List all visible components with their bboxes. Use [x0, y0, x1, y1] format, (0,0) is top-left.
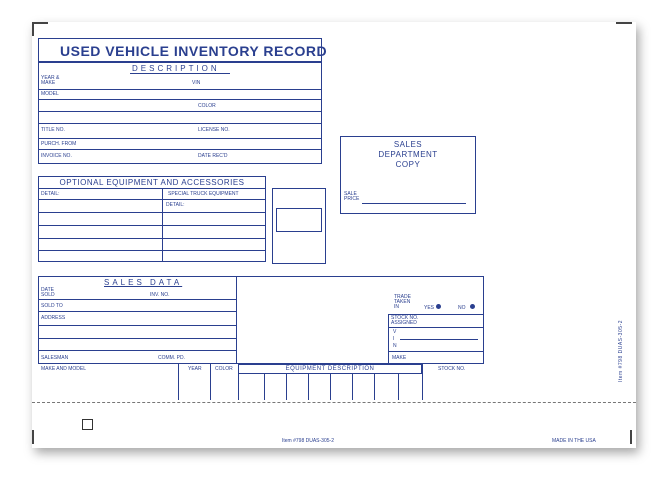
sales-rule-1	[38, 299, 236, 300]
equip-col-7	[398, 374, 399, 400]
stock-no-assigned-label: STOCK NO. ASSIGNED	[391, 315, 419, 326]
crop-mark-top-left-h	[32, 22, 48, 24]
sale-price-line	[362, 203, 466, 204]
invoice-no-label: INVOICE NO.	[41, 153, 72, 159]
description-rule-6	[38, 149, 322, 150]
strip-year-label: YEAR	[188, 366, 202, 372]
optional-detail-label: DETAIL:	[41, 191, 60, 197]
vin-v-label: V	[393, 329, 397, 335]
description-heading-underline	[130, 73, 230, 74]
year-make-label: YEAR & MAKE	[41, 75, 60, 86]
trade-panel-divider	[388, 314, 389, 364]
description-rule-4	[38, 123, 322, 124]
strip-make-model-label: MAKE AND MODEL	[41, 366, 87, 372]
optional-rule-3	[38, 212, 266, 213]
optional-rule-5	[38, 238, 266, 239]
vin-line	[400, 339, 478, 340]
yes-checkbox[interactable]	[436, 304, 441, 309]
sales-rule-2	[38, 311, 236, 312]
sales-copy-line-2: DEPARTMENT	[378, 150, 438, 159]
sales-data-divider	[236, 276, 237, 364]
inv-no-label: INV. NO.	[150, 292, 170, 298]
strip-stock-no-label: STOCK NO.	[438, 366, 466, 372]
sale-price-label: SALE PRICE	[344, 191, 360, 202]
footer-made-in-usa: MADE IN THE USA	[552, 438, 596, 444]
crop-mark-bottom-right-v	[630, 430, 632, 444]
form-sheet	[32, 22, 636, 448]
vin-n-label: N	[393, 343, 397, 349]
make-label: MAKE	[392, 355, 407, 361]
sales-copy-line-1: SALES	[393, 140, 423, 149]
vin-i-label: I	[393, 336, 395, 342]
equip-col-6	[374, 374, 375, 400]
optional-rule-2	[38, 199, 266, 200]
title-no-label: TITLE NO.	[41, 127, 65, 133]
sales-data-heading: SALES DATA	[104, 278, 183, 287]
sales-rule-4	[38, 338, 236, 339]
address-label: ADDRESS	[41, 315, 66, 321]
sales-rule-5	[38, 350, 236, 351]
description-heading: DESCRIPTION	[132, 64, 220, 73]
optional-rule-4	[38, 225, 266, 226]
description-rule-3	[38, 111, 322, 112]
special-detail-label: DETAIL:	[166, 202, 185, 208]
trade-rule-3	[388, 351, 484, 352]
comm-pd-label: COMM. PD.	[158, 355, 185, 361]
optional-rule-6	[38, 250, 266, 251]
optional-equipment-heading: OPTIONAL EQUIPMENT AND ACCESSORIES	[59, 178, 245, 187]
crop-mark-top-left-v	[32, 22, 34, 36]
footer-item-number: Item #798 DUAS-305-2	[282, 438, 334, 444]
license-no-label: LICENSE NO.	[198, 127, 230, 133]
strip-equipment-description-label: EQUIPMENT DESCRIPTION	[285, 366, 375, 372]
sales-copy-line-3: COPY	[395, 160, 421, 169]
equip-col-2	[286, 374, 287, 400]
equip-col-1	[264, 374, 265, 400]
equip-col-5	[352, 374, 353, 400]
description-rule-5	[38, 138, 322, 139]
equip-col-8	[422, 364, 423, 400]
side-item-number: Item #798 DUAS-305-2	[618, 320, 624, 382]
description-rule-1	[38, 89, 322, 90]
crop-mark-top-right-h	[616, 22, 632, 24]
form-title: USED VEHICLE INVENTORY RECORD	[60, 43, 328, 59]
model-label: MODEL	[41, 91, 59, 97]
bottom-checkbox[interactable]	[82, 419, 93, 430]
crop-mark-bottom-left-v	[32, 430, 34, 444]
vin-label: VIN	[192, 80, 201, 86]
optional-rule-1	[38, 188, 266, 189]
purch-from-label: PURCH. FROM	[41, 141, 77, 147]
equip-col-4	[330, 374, 331, 400]
equip-col-3	[308, 374, 309, 400]
sold-to-label: SOLD TO	[41, 303, 63, 309]
strip-divider-2	[210, 364, 211, 400]
no-label: NO	[458, 305, 466, 311]
no-checkbox[interactable]	[470, 304, 475, 309]
strip-divider-1	[178, 364, 179, 400]
special-truck-equipment-label: SPECIAL TRUCK EQUIPMENT	[168, 191, 239, 197]
strip-color-label: COLOR	[215, 366, 233, 372]
window-inner-box	[276, 208, 322, 232]
color-label: COLOR	[198, 103, 216, 109]
trade-rule-2	[388, 327, 484, 328]
trade-taken-in-label: TRADE TAKEN IN	[394, 294, 411, 310]
perforation-line	[32, 402, 636, 403]
description-rule-2	[38, 99, 322, 100]
sales-rule-3	[38, 325, 236, 326]
date-sold-label: DATE SOLD	[41, 287, 55, 298]
date-recd-label: DATE REC'D	[198, 153, 228, 159]
salesman-label: SALESMAN	[41, 355, 69, 361]
yes-label: YES	[424, 305, 435, 311]
